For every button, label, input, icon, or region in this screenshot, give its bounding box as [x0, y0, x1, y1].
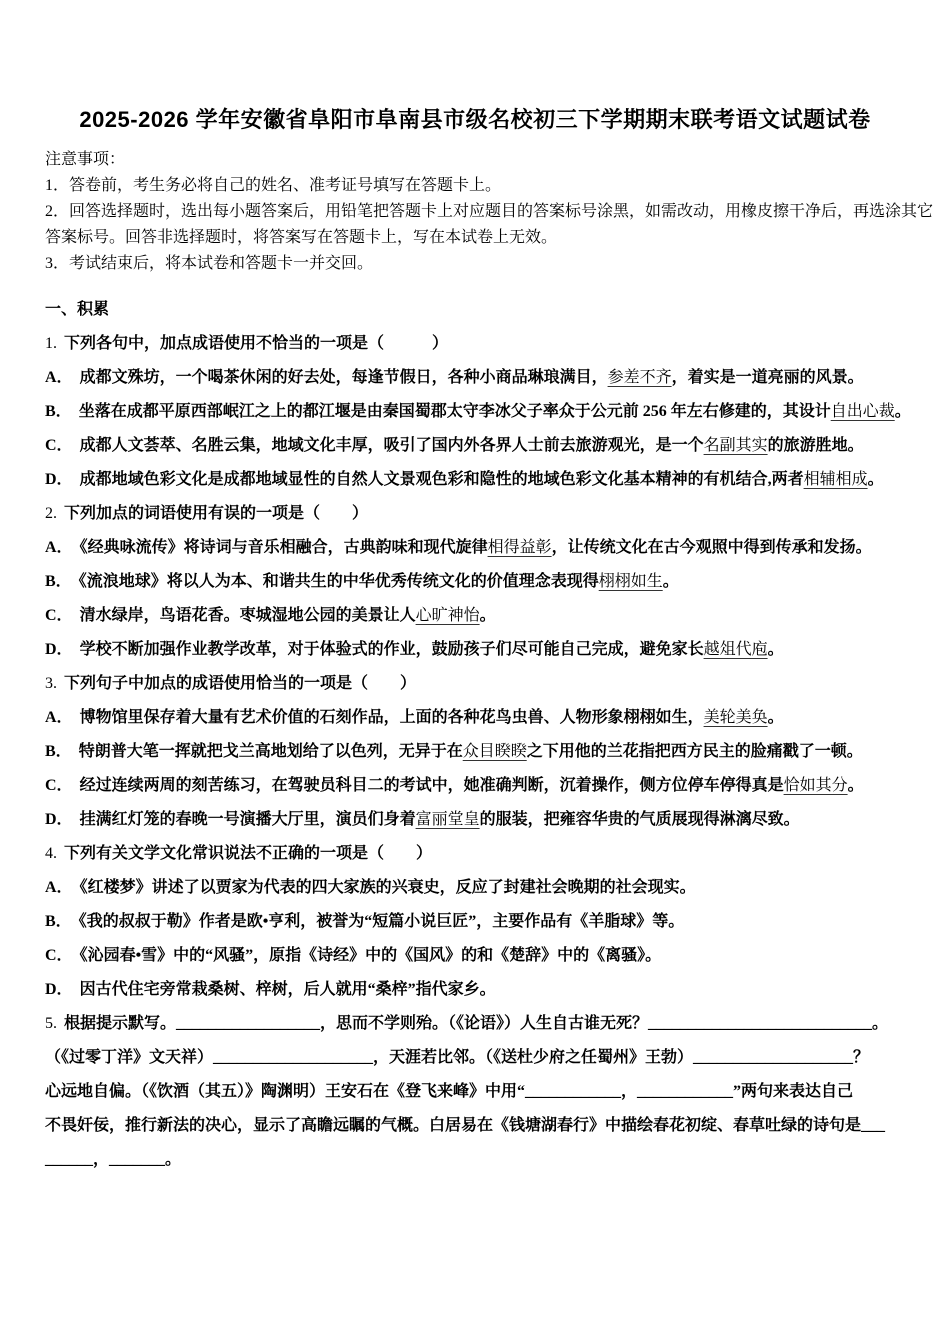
option-text-pre: 清水绿岸，鸟语花香。枣城湿地公园的美景让人 [79, 606, 416, 624]
question-2 [45, 497, 935, 667]
option-label: A． [45, 708, 73, 726]
option-label: C． [45, 436, 73, 454]
option-text-pre: 《经典咏流传》将诗词与音乐相融合，古典韵味和现代旋律 [79, 538, 488, 556]
option-text-post: 。 [767, 708, 784, 726]
section-heading: 一、积累 [45, 300, 110, 318]
option-text-pre: 成都人文荟萃、名胜云集，地域文化丰厚，吸引了国内外各界人士前去旅游观光，是一个 [79, 436, 704, 454]
option-text-pre: 《红楼梦》讲述了以贾家为代表的四大家族的兴衰史，反应了封建社会晚期的社会现实。 [79, 878, 696, 896]
emphasized-idiom: 自出心裁 [830, 402, 895, 420]
option-label: C． [45, 776, 73, 794]
option-row [45, 701, 935, 735]
emphasized-idiom: 栩栩如生 [598, 572, 663, 590]
option-text-pre: 挂满红灯笼的春晚一号演播大厅里，演员们身着 [79, 810, 416, 828]
question-stem-text: 下列有关文学文化常识说法不正确的一项是（ ） [64, 844, 433, 862]
option-row [45, 633, 935, 667]
question-number: 4. [45, 844, 57, 862]
option-label: C． [45, 946, 73, 964]
option-label: A． [45, 368, 73, 386]
question-stem [45, 837, 935, 871]
option-row [45, 599, 935, 633]
option-label: B． [45, 742, 72, 760]
option-label: B． [45, 912, 72, 930]
fill-blank-line: 不畏奸佞，推行新法的决心，显示了高瞻远瞩的气概。白居易在《钱塘湖春行》中描绘春花初绽、春草吐绿的诗句是___ [45, 1116, 886, 1134]
question-stem [45, 1007, 935, 1041]
questions-section [45, 293, 935, 1177]
option-row [45, 939, 935, 973]
option-row [45, 973, 935, 1007]
option-text-post: 。 [847, 776, 864, 794]
option-label: D． [45, 980, 73, 998]
question-stem-text: 下列各句中，加点成语使用不恰当的一项是（ ） [64, 334, 449, 352]
option-row [45, 735, 935, 769]
question-number: 3. [45, 674, 57, 692]
option-text-pre: 经过连续两周的刻苦练习，在驾驶员科目二的考试中，她准确判断，沉着操作，侧方位停车停得真是 [79, 776, 784, 794]
page-title: 2025-2026 学年安徽省阜阳市阜南县市级名校初三下学期期末联考语文试题试卷 [79, 107, 871, 132]
question-number: 2. [45, 504, 57, 522]
option-row [45, 361, 935, 395]
option-text-pre: 成都地域色彩文化是成都地域显性的自然人文景观色彩和隐性的地域色彩文化基本精神的有机结合,两者 [79, 470, 804, 488]
question-stem [45, 497, 935, 531]
option-text-post: 。 [867, 470, 884, 488]
fill-blank-line: 根据提示默写。__________________，思而不学则殆。（《论语》）人生自古谁无死？____________________________。 [64, 1014, 889, 1032]
option-row [45, 429, 935, 463]
option-row [45, 531, 935, 565]
emphasized-idiom: 名副其实 [703, 436, 768, 454]
emphasized-idiom: 美轮美奂 [703, 708, 768, 726]
option-row [45, 905, 935, 939]
option-text-pre: 特朗普大笔一挥就把戈兰高地划给了以色列，无异于在 [78, 742, 463, 760]
question-stem-text: 下列加点的词语使用有误的一项是（ ） [64, 504, 369, 522]
option-text-pre: 因古代住宅旁常栽桑树、梓树，后人就用“桑梓”指代家乡。 [79, 980, 496, 998]
emphasized-idiom: 相辅相成 [803, 470, 868, 488]
question-number: 1. [45, 334, 57, 352]
emphasized-idiom: 相得益彰 [487, 538, 552, 556]
emphasized-idiom: 越俎代庖 [703, 640, 768, 658]
notice-section [45, 147, 935, 277]
question-stem-text: 下列句子中加点的成语使用恰当的一项是（ ） [64, 674, 417, 692]
option-text-pre: 《流浪地球》将以人为本、和谐共生的中华优秀传统文化的价值理念表现得 [78, 572, 599, 590]
option-row [45, 463, 935, 497]
option-label: A． [45, 878, 73, 896]
notice-heading: 注意事项： [45, 150, 126, 168]
option-label: D． [45, 810, 73, 828]
option-text-pre: 《沁园春•雪》中的“风骚”，原指《诗经》中的《国风》的和《楚辞》中的《离骚》。 [79, 946, 662, 964]
option-text-post: 。 [767, 640, 784, 658]
option-text-post: 的服装，把雍容华贵的气质展现得淋漓尽致。 [479, 810, 800, 828]
question-1 [45, 327, 935, 497]
option-text-pre: 坐落在成都平原西部岷江之上的都江堰是由秦国蜀郡太守李冰父子率众于公元前 256 年左右修建的，其设计 [78, 402, 831, 420]
option-label: A． [45, 538, 73, 556]
notice-item: 3．考试结束后，将本试卷和答题卡一并交回。 [45, 254, 374, 272]
question-stem [45, 667, 935, 701]
emphasized-idiom: 参差不齐 [607, 368, 672, 386]
option-row [45, 395, 935, 429]
option-text-pre: 学校不断加强作业教学改革，对于体验式的作业，鼓励孩子们尽可能自己完成，避免家长 [79, 640, 704, 658]
option-text-post: ，着实是一道亮丽的风景。 [671, 368, 864, 386]
notice-item: 2．回答选择题时，选出每小题答案后，用铅笔把答题卡上对应题目的答案标号涂黑，如需改动，用橡皮擦干净后，再选涂其它答案标号。回答非选择题时，将答案写在答题卡上，写在本试卷上无效。 [45, 202, 934, 246]
option-text-pre: 博物馆里保存着大量有艺术价值的石刻作品，上面的各种花鸟虫兽、人物形象栩栩如生， [79, 708, 704, 726]
question-number: 5. [45, 1014, 57, 1032]
question-3 [45, 667, 935, 837]
emphasized-idiom: 富丽堂皇 [415, 810, 480, 828]
question-4 [45, 837, 935, 1007]
option-label: D． [45, 640, 73, 658]
page-content [45, 147, 935, 1177]
option-text-post: 。 [479, 606, 496, 624]
notice-item: 1．答卷前，考生务必将自己的姓名、准考证号填写在答题卡上。 [45, 176, 502, 194]
option-text-pre: 成都文殊坊，一个喝茶休闲的好去处，每逢节假日，各种小商品琳琅满目， [79, 368, 608, 386]
emphasized-idiom: 众目睽睽 [462, 742, 527, 760]
fill-blank-line: 心远地自偏。（《饮酒（其五）》陶渊明）王安石在《登飞来峰》中用“____________，____________”两句来表达自己 [45, 1082, 854, 1100]
option-text-post: 的旅游胜地。 [767, 436, 864, 454]
option-row [45, 803, 935, 837]
question-5 [45, 1007, 935, 1177]
option-label: B． [45, 572, 72, 590]
option-text-post: 。 [894, 402, 911, 420]
option-text-pre: 《我的叔叔于勒》作者是欧•亨利，被誉为“短篇小说巨匠”，主要作品有《羊脂球》等。 [78, 912, 685, 930]
option-row [45, 871, 935, 905]
emphasized-idiom: 恰如其分 [783, 776, 848, 794]
question-stem [45, 327, 935, 361]
emphasized-idiom: 心旷神怡 [415, 606, 480, 624]
fill-blank-line: ______，_______。 [45, 1150, 182, 1168]
option-text-post: ，让传统文化在古今观照中得到传承和发扬。 [551, 538, 872, 556]
fill-blank-line: （《过零丁洋》文天祥）____________________，天涯若比邻。（《送杜少府之任蜀州》王勃）____________________？ [45, 1048, 870, 1066]
option-label: D． [45, 470, 73, 488]
option-row [45, 565, 935, 599]
option-row [45, 769, 935, 803]
option-label: C． [45, 606, 73, 624]
option-text-post: 。 [662, 572, 679, 590]
option-text-post: 之下用他的兰花指把西方民主的脸痛戳了一顿。 [526, 742, 863, 760]
option-label: B． [45, 402, 72, 420]
